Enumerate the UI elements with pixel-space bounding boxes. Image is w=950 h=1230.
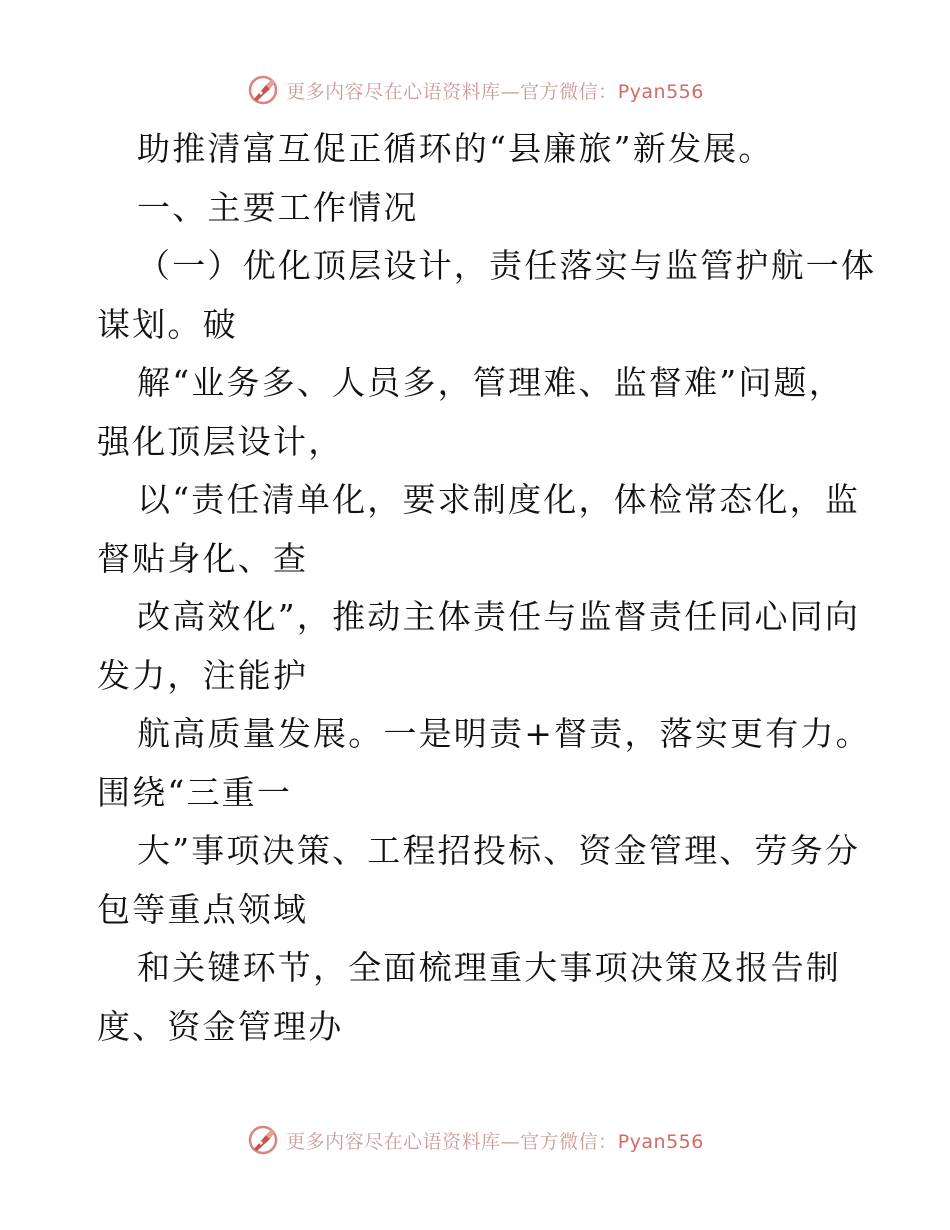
watermark-text	[286, 1127, 704, 1154]
watermark-dash: —	[500, 80, 521, 103]
body-line: 围绕“三重一	[97, 772, 293, 812]
body-line: 谋划。破	[97, 304, 238, 344]
body-line: 包等重点领域	[97, 889, 309, 929]
watermark-wechat-id: Pyan556	[617, 1130, 704, 1153]
watermark-wechat-label: 官方微信：	[520, 80, 618, 103]
body-line: 助推清富互促正循环的“县廉旅”新发展。	[137, 129, 774, 168]
body-line: 发力，注能护	[97, 655, 309, 695]
watermark-wechat-label: 官方微信：	[520, 1130, 618, 1153]
pen-nib-logo-icon	[246, 1123, 280, 1157]
body-line: 大”事项决策、工程招投标、资金管理、劳务分	[137, 831, 861, 870]
subsection-heading: （一）优化顶层设计，责任落实与监管护航一体	[137, 246, 877, 285]
section-heading: 一、主要工作情况	[137, 187, 419, 227]
body-line: 督贴身化、查	[97, 538, 309, 578]
body-line: 度、资金管理办	[97, 1006, 344, 1046]
watermark-text	[286, 77, 704, 104]
header-watermark	[0, 70, 950, 110]
body-line: 和关键环节，全面梳理重大事项决策及报告制	[137, 948, 841, 987]
pen-nib-logo-icon	[246, 73, 280, 107]
document-body	[97, 120, 877, 1056]
watermark-site-text: 更多内容尽在心语资料库	[286, 1130, 501, 1153]
body-line: 以“责任清单化，要求制度化，体检常态化，监	[137, 480, 861, 519]
body-line: 改高效化”，推动主体责任与监督责任同心同向	[137, 597, 861, 636]
watermark-dash: —	[500, 1130, 521, 1153]
body-line: 航高质量发展。一是明责+督责，落实更有力。	[137, 714, 871, 753]
footer-watermark	[0, 1120, 950, 1160]
watermark-wechat-id: Pyan556	[617, 80, 704, 103]
body-line: 解“业务多、人员多，管理难、监督难”问题，	[137, 363, 844, 402]
watermark-site-text: 更多内容尽在心语资料库	[286, 80, 501, 103]
body-line: 强化顶层设计，	[97, 421, 344, 461]
